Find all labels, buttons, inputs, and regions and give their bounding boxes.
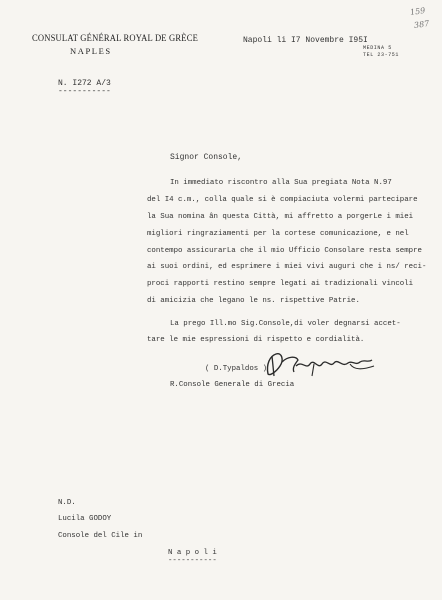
signature-typed-name: ( D.Typaldos ): [205, 365, 268, 373]
salutation: Signor Console,: [170, 153, 243, 162]
handwritten-signature: [262, 350, 382, 380]
archive-mark-top: 159: [409, 5, 426, 18]
body-line: contempo assicurarLa che il mio Ufficio Consolare resta sempre: [147, 247, 422, 255]
body-line: proci rapporti restino sempre legati ai tradizionali vincoli: [147, 280, 414, 288]
closing-line: La prego Ill.mo Sig.Console,di voler degnarsi accet-: [170, 320, 401, 328]
protocol-number: N. I272 A/3: [58, 79, 111, 88]
body-line: di amicizia che legano le ns. rispettive Patrie.: [147, 297, 360, 305]
recipient-line: Console del Cile in: [58, 532, 143, 540]
telephone-line: TEL 23-751: [363, 52, 400, 58]
date-line: Napoli li I7 Novembre I95I: [243, 36, 368, 45]
body-line: del I4 c.m., colla quale si è compiaciuta volermi partecipare: [147, 196, 418, 204]
closing-line: tare le mie espressioni di rispetto e cordialità.: [147, 336, 365, 344]
recipient-line: Lucila GODOY: [58, 515, 112, 523]
recipient-line: N a p o l i: [168, 549, 217, 557]
recipient-line: N.D.: [58, 499, 76, 507]
recipient-underline: -----------: [168, 557, 217, 565]
protocol-underline: -----------: [58, 87, 111, 96]
body-line: migliori ringraziamenti per la cortese comunicazione, e nel: [147, 230, 409, 238]
address-line: MEDINA 5: [363, 45, 392, 51]
body-line: la Sua nomina ân questa Città, mi affretto a porgerLe i miei: [147, 213, 414, 221]
signature-title: R.Console Generale di Grecia: [170, 381, 295, 389]
body-line: ai suoi ordini, ed esprimere i miei vivi auguri che i ns/ reci-: [147, 263, 427, 271]
archive-mark-bottom: 387: [413, 18, 430, 31]
body-line: In immediato riscontro alla Sua pregiata Nota N.97: [170, 179, 392, 187]
consulate-name: CONSULAT GÉNÉRAL ROYAL DE GRÈCE: [32, 34, 199, 44]
consulate-city: NAPLES: [70, 46, 112, 56]
